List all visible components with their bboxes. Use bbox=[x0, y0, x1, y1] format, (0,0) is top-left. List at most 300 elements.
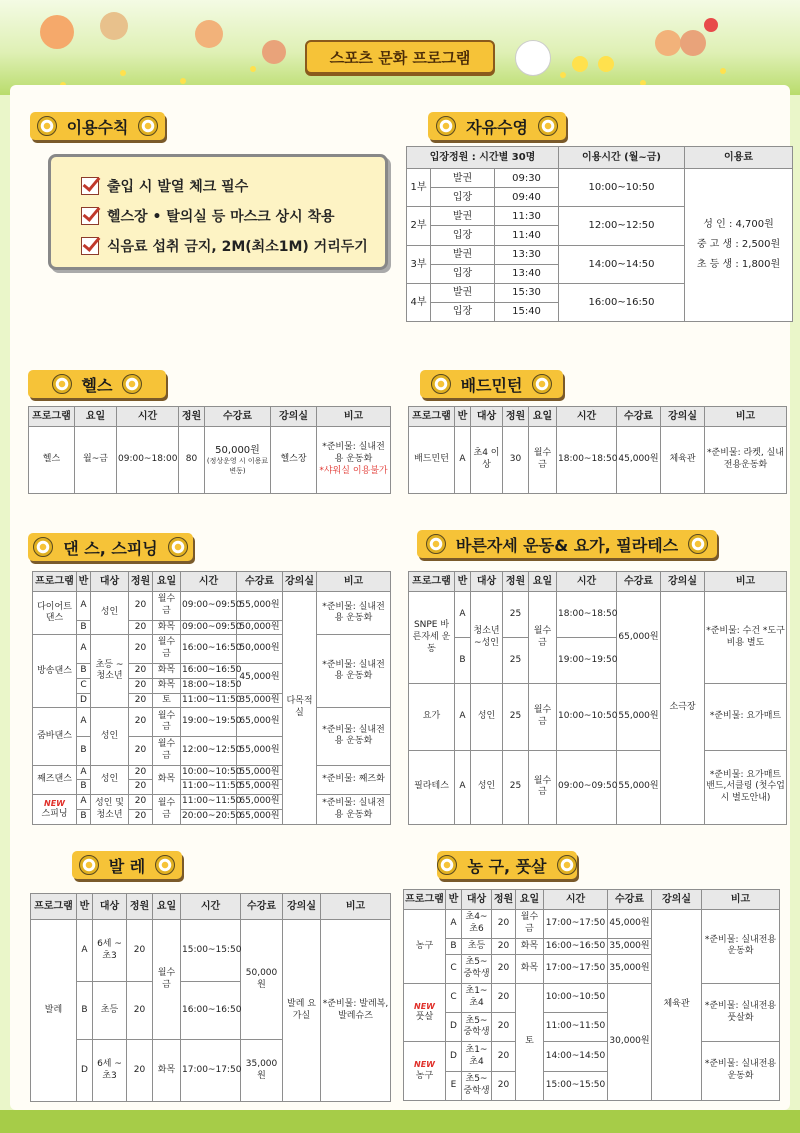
class: A bbox=[77, 765, 91, 780]
class: A bbox=[455, 427, 471, 494]
col-header: 강의실 bbox=[661, 572, 705, 592]
capacity: 20 bbox=[129, 663, 153, 678]
flower-icon bbox=[437, 855, 457, 875]
col-header: 강의실 bbox=[283, 572, 317, 592]
gym-table bbox=[28, 406, 391, 494]
yoga-table bbox=[408, 571, 787, 825]
program-name: 발레 bbox=[31, 920, 77, 1102]
rules-title bbox=[30, 112, 165, 140]
class: B bbox=[446, 939, 462, 954]
col-header: 프로그램 bbox=[31, 894, 77, 920]
fee: 35,000원 bbox=[241, 1040, 283, 1102]
pool-header-fee: 이용료 bbox=[685, 147, 793, 169]
flower-icon bbox=[37, 116, 57, 136]
time: 17:00~17:50 bbox=[544, 910, 608, 939]
fee-cell bbox=[205, 427, 271, 494]
target: 6세 ~ 초3 bbox=[93, 1040, 127, 1102]
pool-label: 입장 bbox=[431, 188, 495, 207]
pool-label: 입장 bbox=[431, 264, 495, 283]
flower-icon bbox=[79, 855, 99, 875]
fee: 50,000원 bbox=[237, 620, 283, 635]
target: 성인 bbox=[91, 765, 129, 795]
col-header: 요일 bbox=[153, 894, 181, 920]
day: 화목 bbox=[153, 1040, 181, 1102]
fee: 30,000원 bbox=[608, 983, 652, 1100]
time: 16:00~16:50 bbox=[181, 635, 237, 664]
col-header: 강의실 bbox=[271, 407, 317, 427]
fee: 35,000원 bbox=[237, 693, 283, 708]
target: 6세 ~ 초3 bbox=[93, 920, 127, 982]
day: 월수금 bbox=[529, 592, 557, 684]
capacity: 20 bbox=[129, 592, 153, 621]
new-badge: NEW bbox=[414, 1001, 435, 1011]
fee: 55,000원 bbox=[237, 765, 283, 780]
time: 14:00~14:50 bbox=[544, 1042, 608, 1071]
balloon-icon bbox=[704, 18, 718, 32]
time: 18:00~18:50 bbox=[557, 592, 617, 638]
fee: 35,000원 bbox=[608, 954, 652, 983]
flower-icon bbox=[426, 534, 446, 554]
new-badge: NEW bbox=[414, 1060, 435, 1070]
time: 11:00~11:50 bbox=[181, 795, 237, 810]
fee: 45,000원 bbox=[617, 427, 661, 494]
day: 토 bbox=[153, 693, 181, 708]
col-header: 비고 bbox=[702, 890, 780, 910]
gym-title-label: 헬스 bbox=[81, 375, 113, 395]
capacity: 30 bbox=[503, 427, 529, 494]
col-header: 프로그램 bbox=[404, 890, 446, 910]
day: 월수금 bbox=[153, 592, 181, 621]
capacity: 20 bbox=[127, 1040, 153, 1102]
col-header: 프로그램 bbox=[33, 572, 77, 592]
time: 19:00~19:50 bbox=[181, 708, 237, 737]
room: 헬스장 bbox=[271, 427, 317, 494]
fee: 65,000원 bbox=[237, 795, 283, 810]
pool-label: 입장 bbox=[431, 302, 495, 321]
col-header: 수강료 bbox=[237, 572, 283, 592]
time: 15:00~15:50 bbox=[181, 920, 241, 982]
capacity: 25 bbox=[503, 750, 529, 824]
flower-icon bbox=[688, 534, 708, 554]
col-header: 강의실 bbox=[652, 890, 702, 910]
check-icon bbox=[81, 207, 99, 225]
dance-title-label: 댄 스, 스피닝 bbox=[63, 538, 158, 558]
day: 월수금 bbox=[516, 910, 544, 939]
fee: 50,000원 bbox=[241, 920, 283, 1040]
day: 화목 bbox=[153, 620, 181, 635]
pool-enter-time: 15:40 bbox=[495, 302, 559, 321]
col-header: 시간 bbox=[181, 572, 237, 592]
day: 화목 bbox=[153, 765, 181, 795]
note: *준비물: 발레복, 발레슈즈 bbox=[321, 920, 391, 1102]
class: A bbox=[455, 592, 471, 638]
chick-icon bbox=[598, 56, 614, 72]
target: 초4~초6 bbox=[462, 910, 492, 939]
program-name: 다이어트 댄스 bbox=[33, 592, 77, 635]
program-name bbox=[33, 795, 77, 825]
fee: 55,000원 bbox=[237, 736, 283, 765]
chick-icon bbox=[572, 56, 588, 72]
day: 토 bbox=[516, 983, 544, 1100]
col-header: 반 bbox=[446, 890, 462, 910]
day: 월수금 bbox=[153, 708, 181, 737]
class: B bbox=[455, 638, 471, 684]
col-header: 시간 bbox=[557, 572, 617, 592]
col-header: 비고 bbox=[317, 407, 391, 427]
fee: 65,000원 bbox=[237, 708, 283, 737]
flower-icon bbox=[122, 374, 142, 394]
program-name: 필라테스 bbox=[409, 750, 455, 824]
col-header: 비고 bbox=[321, 894, 391, 920]
capacity: 20 bbox=[129, 693, 153, 708]
day: 월수금 bbox=[529, 684, 557, 750]
pool-issue-time: 15:30 bbox=[495, 283, 559, 302]
note: *준비물: 요가매트 밴드,서클링 (첫수업시 별도안내) bbox=[705, 750, 787, 824]
rule-text: 출입 시 발열 체크 필수 bbox=[107, 179, 249, 195]
time: 09:00~09:50 bbox=[557, 750, 617, 824]
target: 성인 bbox=[471, 684, 503, 750]
fee: 65,000원 bbox=[237, 810, 283, 825]
pool-header-time: 이용시간 (월~금) bbox=[559, 147, 685, 169]
program-name-label: 농구 bbox=[415, 1070, 434, 1081]
class: A bbox=[446, 910, 462, 939]
yoga-title-label: 바른자세 운동& 요가, 필라테스 bbox=[455, 535, 679, 555]
room: 체육관 bbox=[652, 910, 702, 1101]
child-illustration-icon bbox=[262, 40, 286, 64]
col-header: 반 bbox=[77, 572, 91, 592]
target: 성인 bbox=[91, 592, 129, 635]
day: 월수금 bbox=[153, 736, 181, 765]
day: 화목 bbox=[153, 678, 181, 693]
col-header: 정원 bbox=[129, 572, 153, 592]
target: 초5~중학생 bbox=[462, 1013, 492, 1042]
pool-part: 2부 bbox=[407, 207, 431, 245]
col-header: 비고 bbox=[317, 572, 391, 592]
col-header: 정원 bbox=[492, 890, 516, 910]
col-header: 요일 bbox=[529, 407, 557, 427]
child-illustration-icon bbox=[655, 30, 681, 56]
note: *준비물: 요가매트 bbox=[705, 684, 787, 750]
program-name: 째즈댄스 bbox=[33, 765, 77, 795]
flower-icon bbox=[138, 116, 158, 136]
target: 성인 bbox=[471, 750, 503, 824]
day: 화목 bbox=[516, 954, 544, 983]
capacity: 20 bbox=[129, 795, 153, 810]
day: 월수금 bbox=[153, 795, 181, 825]
col-header: 수강료 bbox=[617, 572, 661, 592]
capacity: 20 bbox=[129, 678, 153, 693]
fee: 55,000원 bbox=[617, 684, 661, 750]
day: 월수금 bbox=[153, 635, 181, 664]
col-header: 수강료 bbox=[617, 407, 661, 427]
pool-enter-time: 11:40 bbox=[495, 226, 559, 245]
col-header: 시간 bbox=[544, 890, 608, 910]
col-header: 대상 bbox=[471, 572, 503, 592]
pool-enter-time: 13:40 bbox=[495, 264, 559, 283]
col-header: 반 bbox=[455, 572, 471, 592]
fee: 45,000원 bbox=[608, 910, 652, 939]
rule-text: 헬스장 • 탈의실 등 마스크 상시 착용 bbox=[107, 209, 335, 225]
badminton-table bbox=[408, 406, 787, 494]
target: 초5~중학생 bbox=[462, 954, 492, 983]
col-header: 강의실 bbox=[283, 894, 321, 920]
note-cell bbox=[317, 427, 391, 494]
program-name: SNPE 바른자세 운동 bbox=[409, 592, 455, 684]
col-header: 요일 bbox=[516, 890, 544, 910]
fee: 45,000원 bbox=[237, 663, 283, 693]
pool-issue-time: 09:30 bbox=[495, 169, 559, 188]
time: 17:00~17:50 bbox=[544, 954, 608, 983]
col-header: 대상 bbox=[471, 407, 503, 427]
note-warning: *샤워실 이용불가 bbox=[319, 465, 388, 476]
class: C bbox=[77, 678, 91, 693]
col-header: 시간 bbox=[117, 407, 179, 427]
program-name: 헬스 bbox=[29, 427, 75, 494]
flower-icon bbox=[155, 855, 175, 875]
capacity: 20 bbox=[129, 810, 153, 825]
class: B bbox=[77, 780, 91, 795]
time: 16:00~16:50 bbox=[181, 982, 241, 1040]
pool-enter-time: 09:40 bbox=[495, 188, 559, 207]
program-name bbox=[404, 1042, 446, 1101]
col-header: 프로그램 bbox=[409, 572, 455, 592]
time: 09:00~18:00 bbox=[117, 427, 179, 494]
time: 16:00~16:50 bbox=[181, 663, 237, 678]
capacity: 20 bbox=[492, 910, 516, 939]
capacity: 25 bbox=[503, 638, 529, 684]
basketball-title bbox=[437, 851, 577, 879]
day: 월수금 bbox=[529, 427, 557, 494]
fee: 35,000원 bbox=[608, 939, 652, 954]
col-header: 프로그램 bbox=[409, 407, 455, 427]
flower-icon bbox=[168, 537, 188, 557]
note: *준비물: 실내전용 풋살화 bbox=[702, 983, 780, 1042]
program-name: 배드민턴 bbox=[409, 427, 455, 494]
col-header: 수강료 bbox=[205, 407, 271, 427]
class: D bbox=[446, 1013, 462, 1042]
check-icon bbox=[81, 177, 99, 195]
capacity: 25 bbox=[503, 592, 529, 638]
ballet-title-label: 발 레 bbox=[108, 856, 146, 876]
note: *준비물: 실내전용 운동화 bbox=[317, 635, 391, 708]
rules-title-label: 이용수칙 bbox=[66, 117, 129, 137]
pool-fee-teen: 중 고 생 : 2,500원 bbox=[696, 239, 781, 250]
pool-time: 10:00~10:50 bbox=[559, 169, 685, 207]
program-name-label: 풋살 bbox=[415, 1011, 434, 1022]
class: A bbox=[455, 684, 471, 750]
capacity: 20 bbox=[129, 620, 153, 635]
pool-fees bbox=[685, 169, 793, 322]
capacity: 20 bbox=[129, 708, 153, 737]
capacity: 20 bbox=[129, 635, 153, 664]
program-name bbox=[404, 983, 446, 1042]
col-header: 정원 bbox=[503, 407, 529, 427]
capacity: 20 bbox=[127, 982, 153, 1040]
note: *준비물: 실내전용 운동화 bbox=[317, 795, 391, 825]
gym-title bbox=[28, 370, 166, 398]
col-header: 시간 bbox=[557, 407, 617, 427]
time: 16:00~16:50 bbox=[544, 939, 608, 954]
badminton-title bbox=[420, 370, 563, 398]
time: 20:00~20:50 bbox=[181, 810, 237, 825]
note: *준비물: 째즈화 bbox=[317, 765, 391, 795]
program-name-label: 스피닝 bbox=[41, 808, 68, 819]
pool-fee-adult: 성 인 : 4,700원 bbox=[703, 219, 774, 230]
pool-label: 발권 bbox=[431, 169, 495, 188]
col-header: 비고 bbox=[705, 572, 787, 592]
class: D bbox=[77, 693, 91, 708]
room: 발레 요가실 bbox=[283, 920, 321, 1102]
col-header: 정원 bbox=[179, 407, 205, 427]
class: B bbox=[77, 663, 91, 678]
target: 초5~중학생 bbox=[462, 1071, 492, 1100]
class: A bbox=[77, 795, 91, 810]
time: 18:00~18:50 bbox=[557, 427, 617, 494]
day: 화목 bbox=[153, 663, 181, 678]
capacity: 20 bbox=[492, 954, 516, 983]
rule-item bbox=[81, 231, 375, 261]
capacity: 20 bbox=[129, 780, 153, 795]
target: 성인 bbox=[91, 708, 129, 765]
pool-part: 1부 bbox=[407, 169, 431, 207]
pool-time: 12:00~12:50 bbox=[559, 207, 685, 245]
fee: 50,000원 bbox=[237, 635, 283, 664]
pool-issue-time: 13:30 bbox=[495, 245, 559, 264]
note: *준비물: 실내전용 운동화 bbox=[317, 708, 391, 765]
new-badge: NEW bbox=[44, 798, 65, 808]
note: *준비물: 실내전용 운동화 bbox=[317, 592, 391, 635]
rule-item bbox=[81, 171, 375, 201]
flower-icon bbox=[52, 374, 72, 394]
class: C bbox=[446, 983, 462, 1012]
note: *준비물: 수건 *도구비용 별도 bbox=[705, 592, 787, 684]
class: B bbox=[77, 736, 91, 765]
flower-icon bbox=[557, 855, 577, 875]
child-illustration-icon bbox=[195, 20, 223, 48]
col-header: 요일 bbox=[75, 407, 117, 427]
col-header: 대상 bbox=[462, 890, 492, 910]
time: 15:00~15:50 bbox=[544, 1071, 608, 1100]
room: 소극장 bbox=[661, 592, 705, 825]
pool-label: 발권 bbox=[431, 245, 495, 264]
col-header: 반 bbox=[77, 894, 93, 920]
col-header: 정원 bbox=[127, 894, 153, 920]
class: B bbox=[77, 982, 93, 1040]
pool-label: 발권 bbox=[431, 207, 495, 226]
pool-fee-child: 초 등 생 : 1,800원 bbox=[696, 259, 781, 270]
day: 월수금 bbox=[153, 920, 181, 1040]
flower-icon bbox=[532, 374, 552, 394]
child-illustration-icon bbox=[680, 30, 706, 56]
dance-title bbox=[28, 533, 193, 561]
pool-issue-time: 11:30 bbox=[495, 207, 559, 226]
target: 청소년 ~성인 bbox=[471, 592, 503, 684]
time: 09:00~09:50 bbox=[181, 620, 237, 635]
rule-text: 식음료 섭취 금지, 2M(최소1M) 거리두기 bbox=[107, 239, 368, 255]
capacity: 20 bbox=[492, 1013, 516, 1042]
target: 초등 bbox=[93, 982, 127, 1040]
basketball-table bbox=[403, 889, 780, 1101]
pool-label: 입장 bbox=[431, 226, 495, 245]
class: B bbox=[77, 620, 91, 635]
fee: 50,000원 bbox=[215, 445, 260, 457]
program-name: 요가 bbox=[409, 684, 455, 750]
pool-time: 16:00~16:50 bbox=[559, 283, 685, 321]
col-header: 반 bbox=[455, 407, 471, 427]
child-illustration-icon bbox=[100, 12, 128, 40]
time: 09:00~09:50 bbox=[181, 592, 237, 621]
time: 10:00~10:50 bbox=[557, 684, 617, 750]
note: *준비물: 실내전용 운동화 bbox=[702, 1042, 780, 1101]
pool-label: 발권 bbox=[431, 283, 495, 302]
col-header: 시간 bbox=[181, 894, 241, 920]
capacity: 20 bbox=[492, 939, 516, 954]
class: D bbox=[77, 1040, 93, 1102]
room: 체육관 bbox=[661, 427, 705, 494]
time: 19:00~19:50 bbox=[557, 638, 617, 684]
capacity: 80 bbox=[179, 427, 205, 494]
class: E bbox=[446, 1071, 462, 1100]
rule-item bbox=[81, 201, 375, 231]
program-name: 방송댄스 bbox=[33, 635, 77, 708]
target: 초등 bbox=[462, 939, 492, 954]
day: 월~금 bbox=[75, 427, 117, 494]
capacity: 20 bbox=[129, 765, 153, 780]
child-illustration-icon bbox=[40, 15, 74, 49]
pool-part: 3부 bbox=[407, 245, 431, 283]
yoga-title bbox=[417, 530, 717, 558]
target: 초1~초4 bbox=[462, 983, 492, 1012]
capacity: 20 bbox=[492, 1071, 516, 1100]
class: A bbox=[455, 750, 471, 824]
rules-box bbox=[48, 154, 388, 270]
col-header: 요일 bbox=[529, 572, 557, 592]
class: B bbox=[77, 810, 91, 825]
target: 초4 이상 bbox=[471, 427, 503, 494]
pool-header-cap: 입장정원 : 시간별 30명 bbox=[407, 147, 559, 169]
time: 12:00~12:50 bbox=[181, 736, 237, 765]
time: 10:00~10:50 bbox=[181, 765, 237, 780]
program-name: 농구 bbox=[404, 910, 446, 984]
ballet-table bbox=[30, 893, 391, 1102]
flower-icon bbox=[33, 537, 53, 557]
fee-note: (정상운영 시 이용료 변동) bbox=[206, 457, 269, 475]
day: 화목 bbox=[516, 939, 544, 954]
col-header: 수강료 bbox=[608, 890, 652, 910]
note: *준비물: 실내전용 운동화 bbox=[322, 442, 385, 465]
basketball-title-label: 농 구, 풋살 bbox=[467, 856, 547, 876]
col-header: 강의실 bbox=[661, 407, 705, 427]
class: A bbox=[77, 635, 91, 664]
target: 초1~초4 bbox=[462, 1042, 492, 1071]
room: 다목적실 bbox=[283, 592, 317, 825]
pool-title bbox=[428, 112, 566, 140]
class: D bbox=[446, 1042, 462, 1071]
target: 성인 및 청소년 bbox=[91, 795, 129, 825]
note: *준비물: 실내전용 운동화 bbox=[702, 910, 780, 984]
time: 10:00~10:50 bbox=[544, 983, 608, 1012]
flower-icon bbox=[431, 374, 451, 394]
time: 11:00~11:50 bbox=[544, 1013, 608, 1042]
col-header: 정원 bbox=[503, 572, 529, 592]
time: 11:00~11:50 bbox=[181, 780, 237, 795]
flower-icon bbox=[436, 116, 456, 136]
col-header: 요일 bbox=[153, 572, 181, 592]
col-header: 프로그램 bbox=[29, 407, 75, 427]
note: *준비물: 라켓, 실내전용운동화 bbox=[705, 427, 787, 494]
time: 18:00~18:50 bbox=[181, 678, 237, 693]
class: A bbox=[77, 708, 91, 737]
